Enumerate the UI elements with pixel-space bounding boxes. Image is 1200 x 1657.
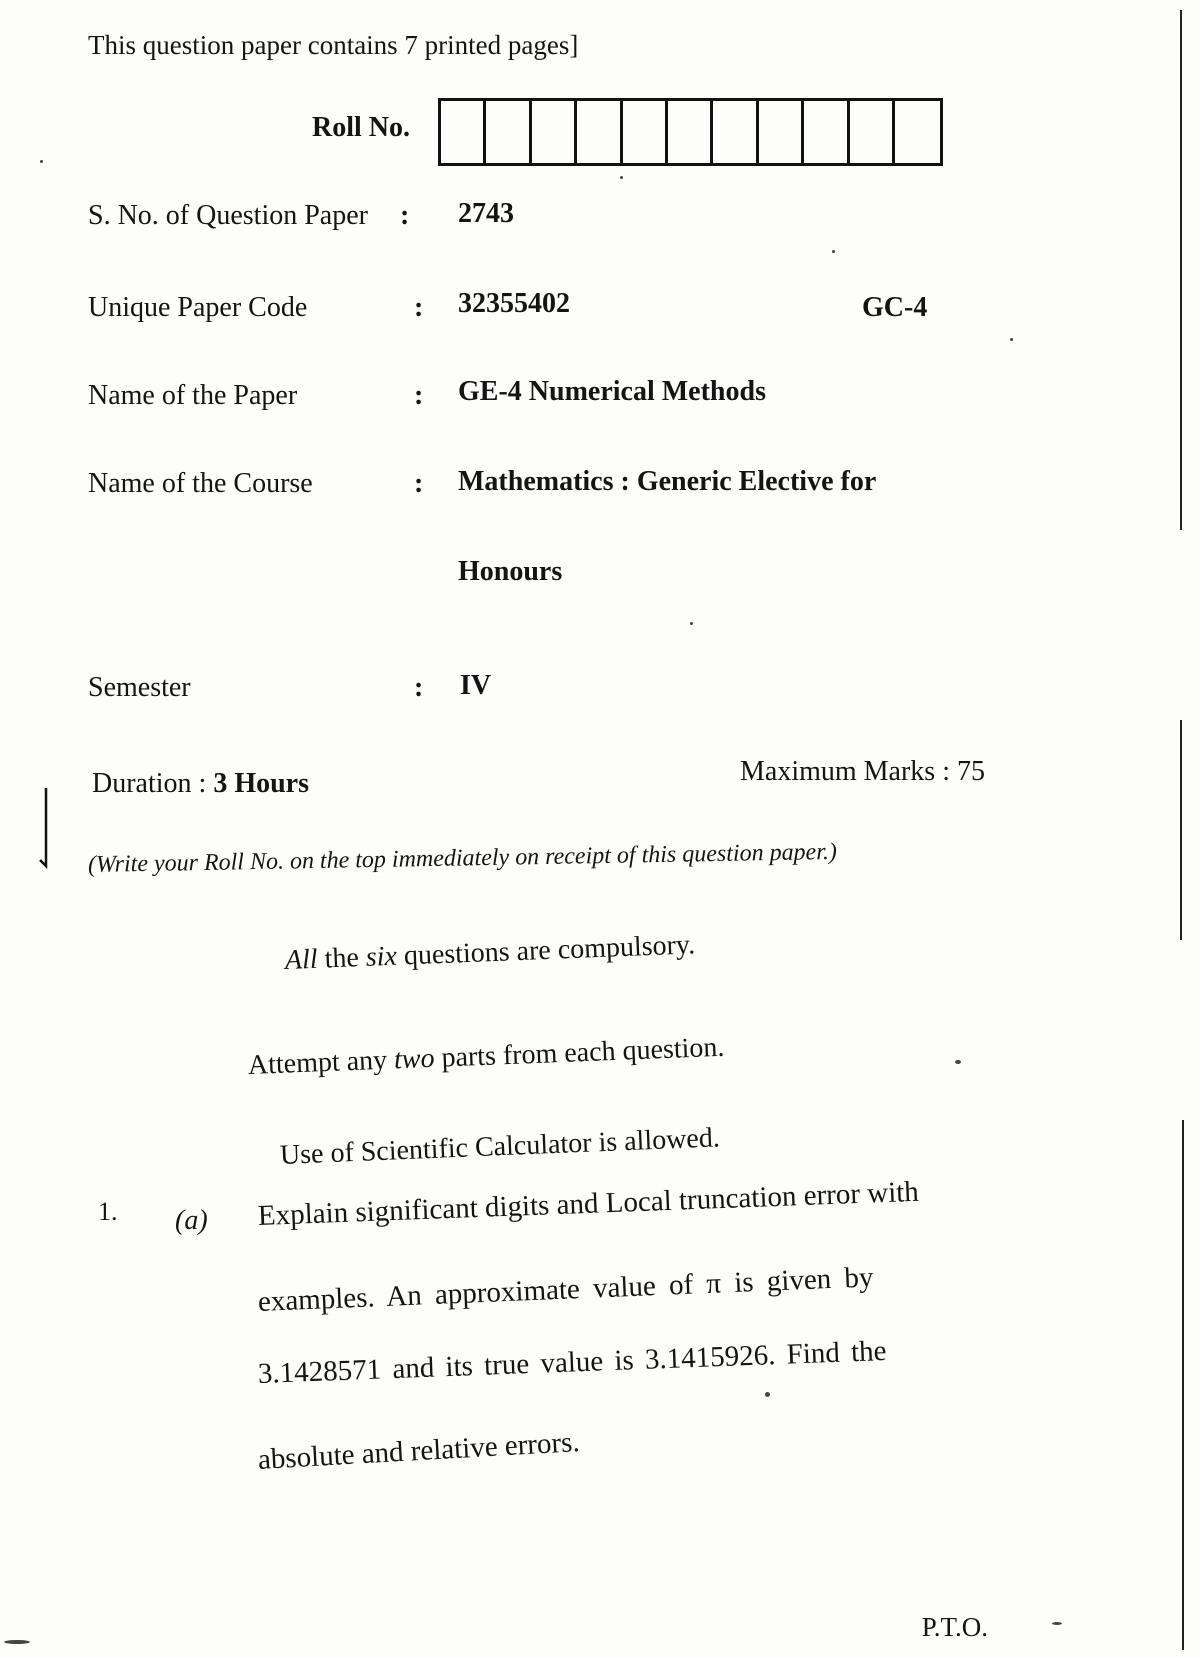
rule-attempt-two: two: [393, 1042, 436, 1076]
rule-compulsory-the: the: [317, 941, 367, 975]
margin-bracket-mark: [38, 788, 52, 872]
question-1-part-a: (a): [175, 1205, 208, 1236]
course-name-colon: :: [414, 468, 424, 499]
semester-colon: :: [414, 672, 424, 703]
serial-label: S. No. of Question Paper: [88, 200, 368, 231]
paper-code-tag: GC-4: [862, 292, 928, 323]
semester-label: Semester: [88, 672, 191, 703]
paper-code-colon: :: [414, 292, 424, 323]
roll-number-box[interactable]: [850, 101, 895, 163]
paper-name-label: Name of the Paper: [88, 380, 298, 411]
roll-number-box[interactable]: [623, 101, 668, 163]
course-name-value-line1: Mathematics : Generic Elective for: [458, 466, 877, 497]
roll-number-box[interactable]: [759, 101, 804, 163]
serial-value: 2743: [458, 198, 514, 229]
scan-speck: [40, 160, 43, 163]
page-count-note: This question paper contains 7 printed pages]: [88, 30, 579, 60]
scan-speck: [832, 250, 835, 253]
scan-speck: [1010, 338, 1013, 341]
roll-number-label: Roll No.: [312, 112, 410, 143]
paper-name-value: GE-4 Numerical Methods: [458, 376, 766, 407]
question-1a-line-3: 3.1428571 and its true value is 3.1415926. Find the: [257, 1334, 888, 1390]
serial-colon: :: [400, 200, 410, 231]
rule-attempt: [247, 1032, 725, 1082]
scan-edge-line-top: [1180, 10, 1182, 530]
rule-compulsory: [284, 929, 695, 977]
rule-calculator: Use of Scientific Calculator is allowed.: [279, 1122, 721, 1171]
roll-number-box[interactable]: [713, 101, 758, 163]
roll-number-box[interactable]: [668, 101, 713, 163]
duration-label: [92, 768, 309, 800]
roll-number-box[interactable]: [577, 101, 622, 163]
course-name-value-line2: Honours: [458, 556, 563, 587]
please-turn-over: P.T.O.: [921, 1612, 988, 1642]
roll-number-box[interactable]: [441, 101, 486, 163]
rule-compulsory-rest: questions are compulsory.: [396, 929, 696, 972]
maximum-marks: Maximum Marks : 75: [740, 756, 985, 787]
roll-number-box[interactable]: [895, 101, 940, 163]
scan-speck: [690, 622, 693, 625]
roll-number-instruction: (Write your Roll No. on the top immediately on receipt of this question paper.): [87, 838, 838, 878]
scan-edge-line-middle: [1180, 720, 1182, 940]
paper-code-value: 32355402: [458, 288, 570, 319]
duration-value: 3 Hours: [213, 768, 309, 799]
roll-number-box[interactable]: [804, 101, 849, 163]
paper-name-colon: :: [414, 380, 424, 411]
question-1a-line-1: Explain significant digits and Local truncation error with: [257, 1175, 920, 1232]
rule-compulsory-all: All: [284, 943, 319, 976]
roll-number-box[interactable]: [532, 101, 577, 163]
rule-attempt-start: Attempt any: [247, 1044, 395, 1081]
scan-edge-line-bottom: [1182, 1120, 1184, 1650]
duration-label-text: Duration :: [92, 768, 207, 799]
roll-number-boxes[interactable]: [438, 98, 943, 166]
course-name-label: Name of the Course: [88, 468, 313, 499]
scan-speck: [1052, 1622, 1062, 1625]
roll-number-box[interactable]: [486, 101, 531, 163]
rule-compulsory-six: six: [365, 940, 398, 973]
scan-speck: [955, 1060, 961, 1064]
paper-code-label: Unique Paper Code: [88, 292, 308, 323]
scan-speck: [620, 176, 623, 179]
scan-speck: [4, 1640, 30, 1644]
question-1a-line-4: absolute and relative errors.: [257, 1426, 581, 1476]
rule-attempt-rest: parts from each question.: [433, 1031, 725, 1074]
semester-value: IV: [460, 670, 492, 701]
scan-speck: [765, 1392, 770, 1397]
question-1-number: 1.: [98, 1197, 118, 1226]
question-1a-line-2: examples. An approximate value of π is given by: [257, 1261, 875, 1318]
